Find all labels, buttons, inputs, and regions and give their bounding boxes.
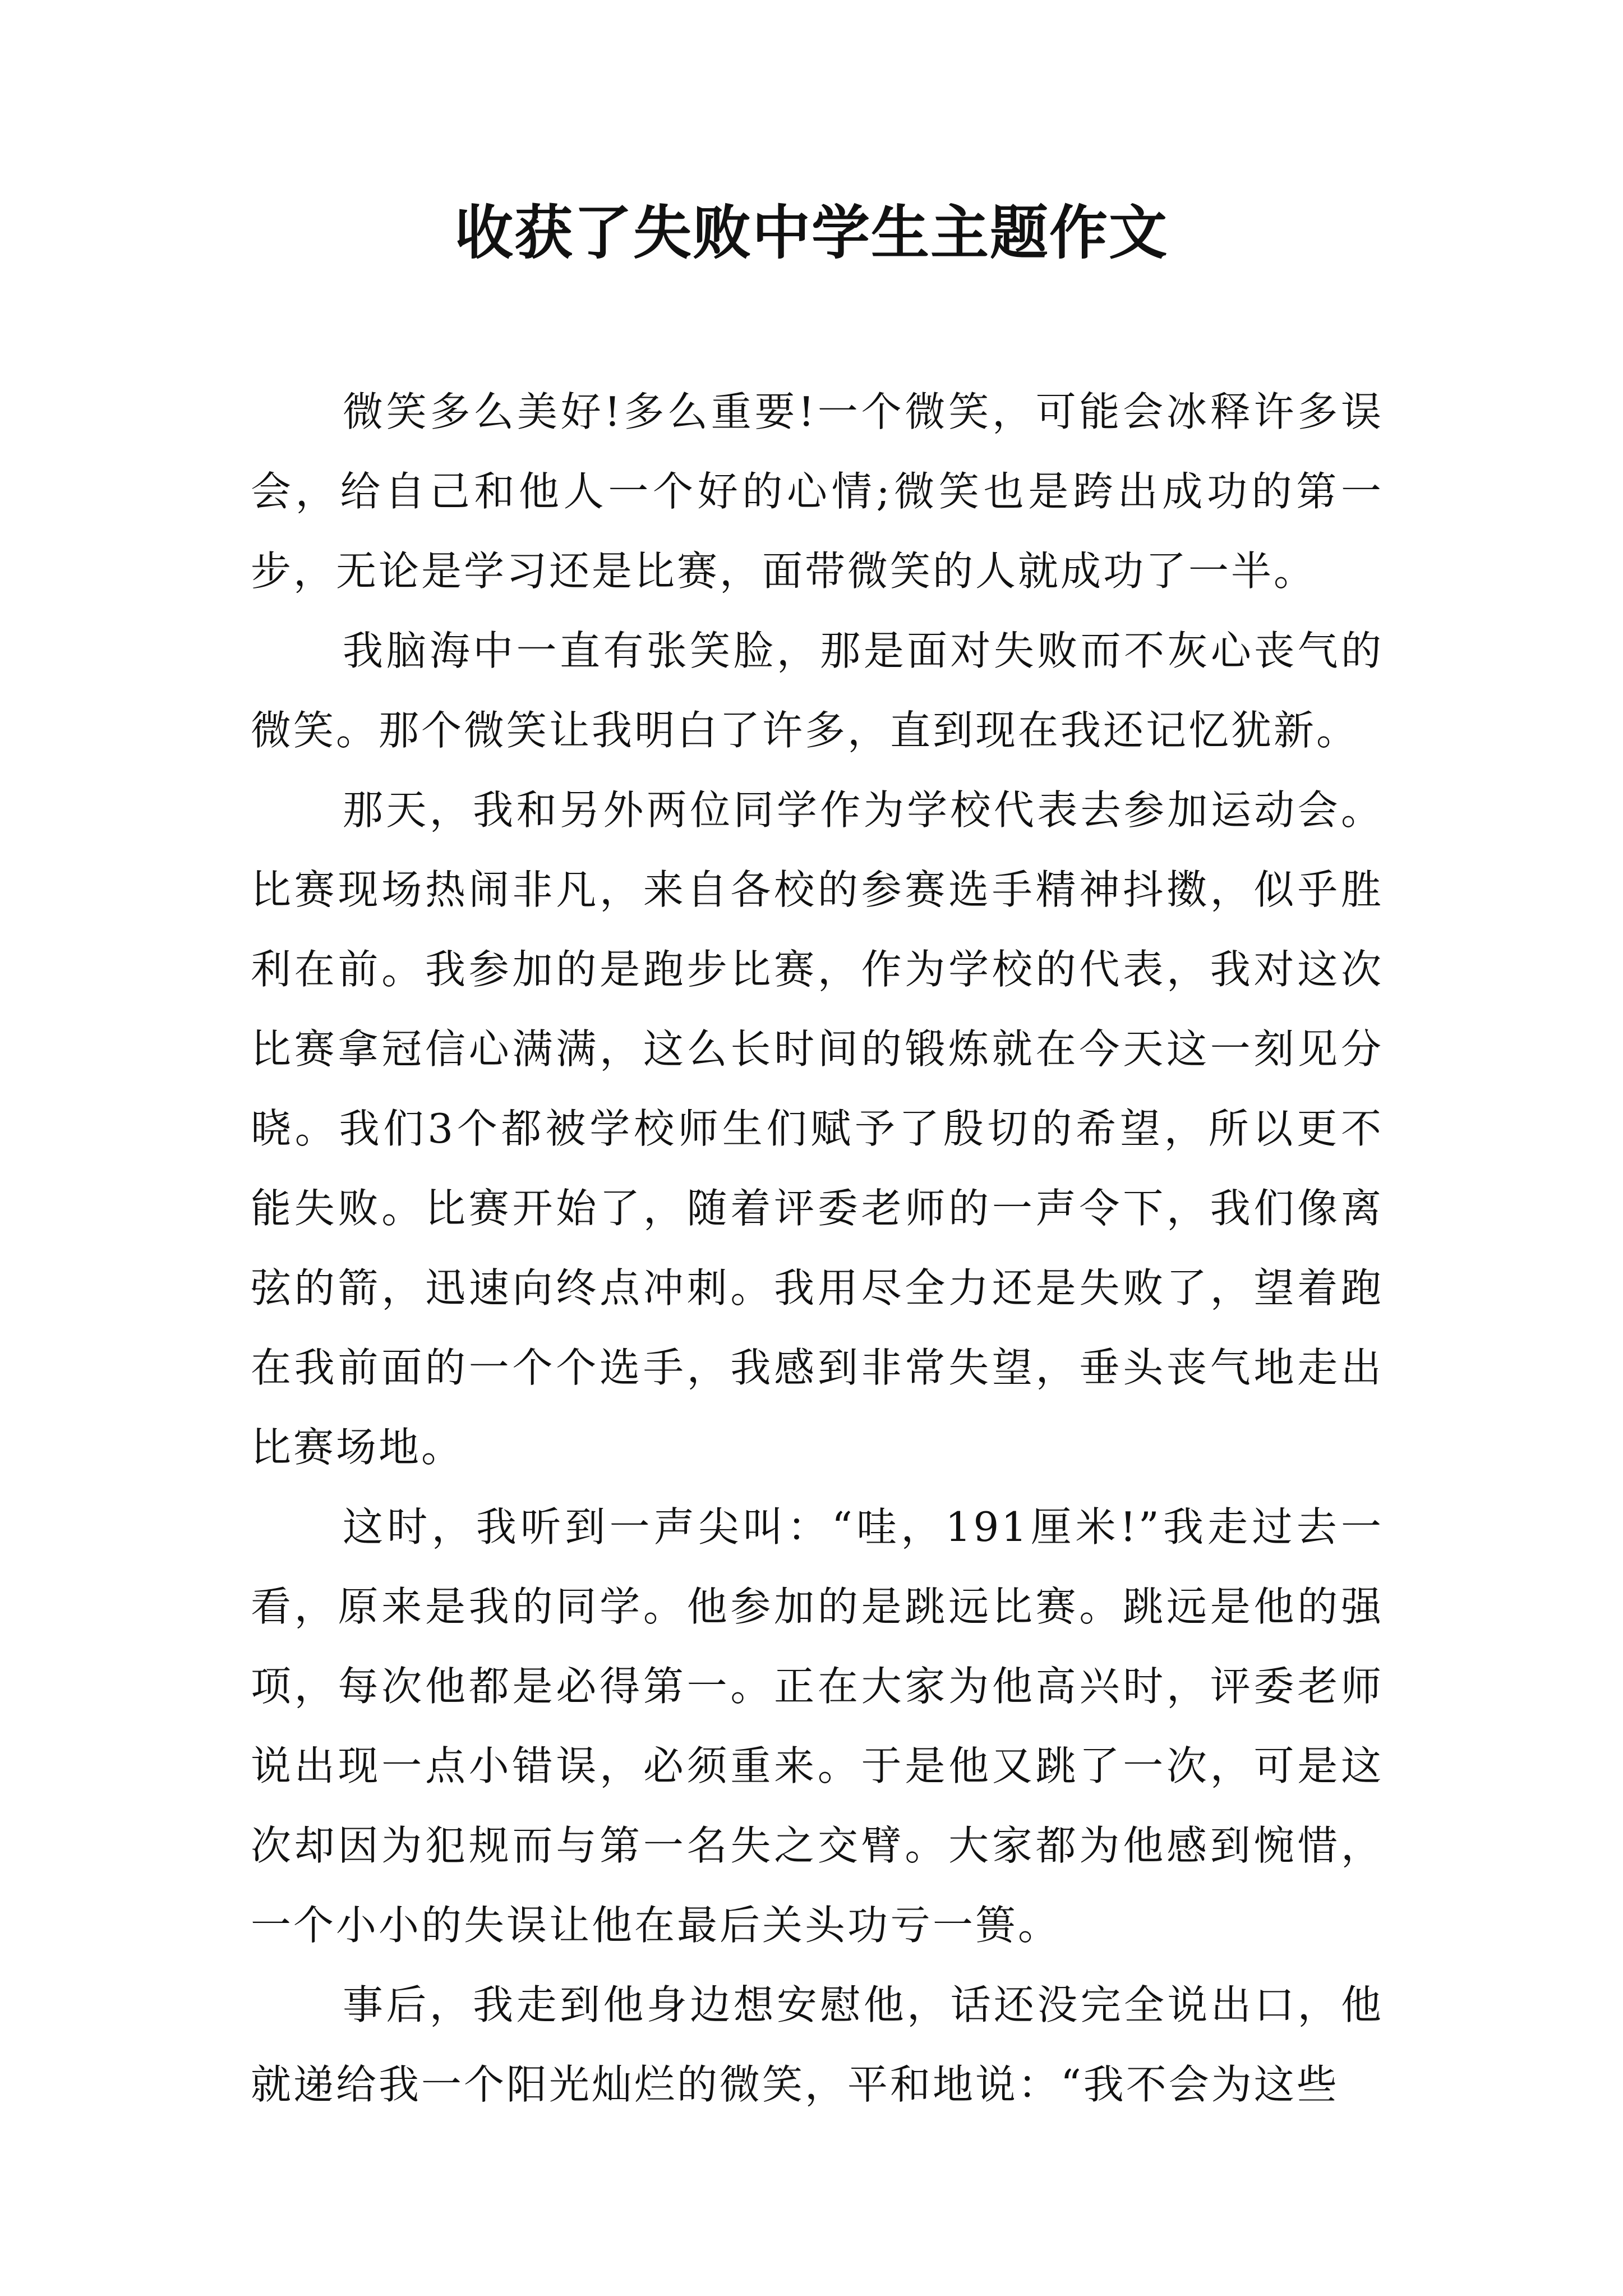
- paragraph: 微笑多么美好!多么重要!一个微笑，可能会冰释许多误会，给自己和他人一个好的心情;微笑也是跨出成功的第一步，无论是学习还是比赛，面带微笑的人就成功了一半。: [251, 388, 1384, 595]
- document-body: [251, 372, 1384, 2124]
- document-title: 收获了失败中学生主题作文: [454, 199, 1168, 267]
- paragraph: 这时，我听到一声尖叫：“哇，191厘米!”我走过去一看，原来是我的同学。他参加的是跳远比赛。跳远是他的强项，每次他都是必得第一。正在大家为他高兴时，评委老师说出现一点小错误，必须重来。于是他又跳了一次，可是这次却因为犯规而与第一名失之交臂。大家都为他感到惋惜，一个小小的失误让他在最后关头功亏一篑。: [251, 1503, 1384, 1949]
- paragraph: 事后，我走到他身边想安慰他，话还没完全说出口，他就递给我一个阳光灿烂的微笑，平和地说：“我不会为这些: [251, 1981, 1384, 2108]
- paragraph: 那天，我和另外两位同学作为学校代表去参加运动会。比赛现场热闹非凡，来自各校的参赛选手精神抖擞，似乎胜利在前。我参加的是跑步比赛，作为学校的代表，我对这次比赛拿冠信心满满，这么长时间的锻炼就在今天这一刻见分晓。我们3个都被学校师生们赋予了殷切的希望，所以更不能失败。比赛开始了，随着评委老师的一声令下，我们像离弦的箭，迅速向终点冲刺。我用尽全力还是失败了，望着跑在我前面的一个个选手，我感到非常失望，垂头丧气地走出比赛场地。: [251, 786, 1384, 1471]
- paragraph: 我脑海中一直有张笑脸，那是面对失败而不灰心丧气的微笑。那个微笑让我明白了许多，直到现在我还记忆犹新。: [251, 627, 1384, 754]
